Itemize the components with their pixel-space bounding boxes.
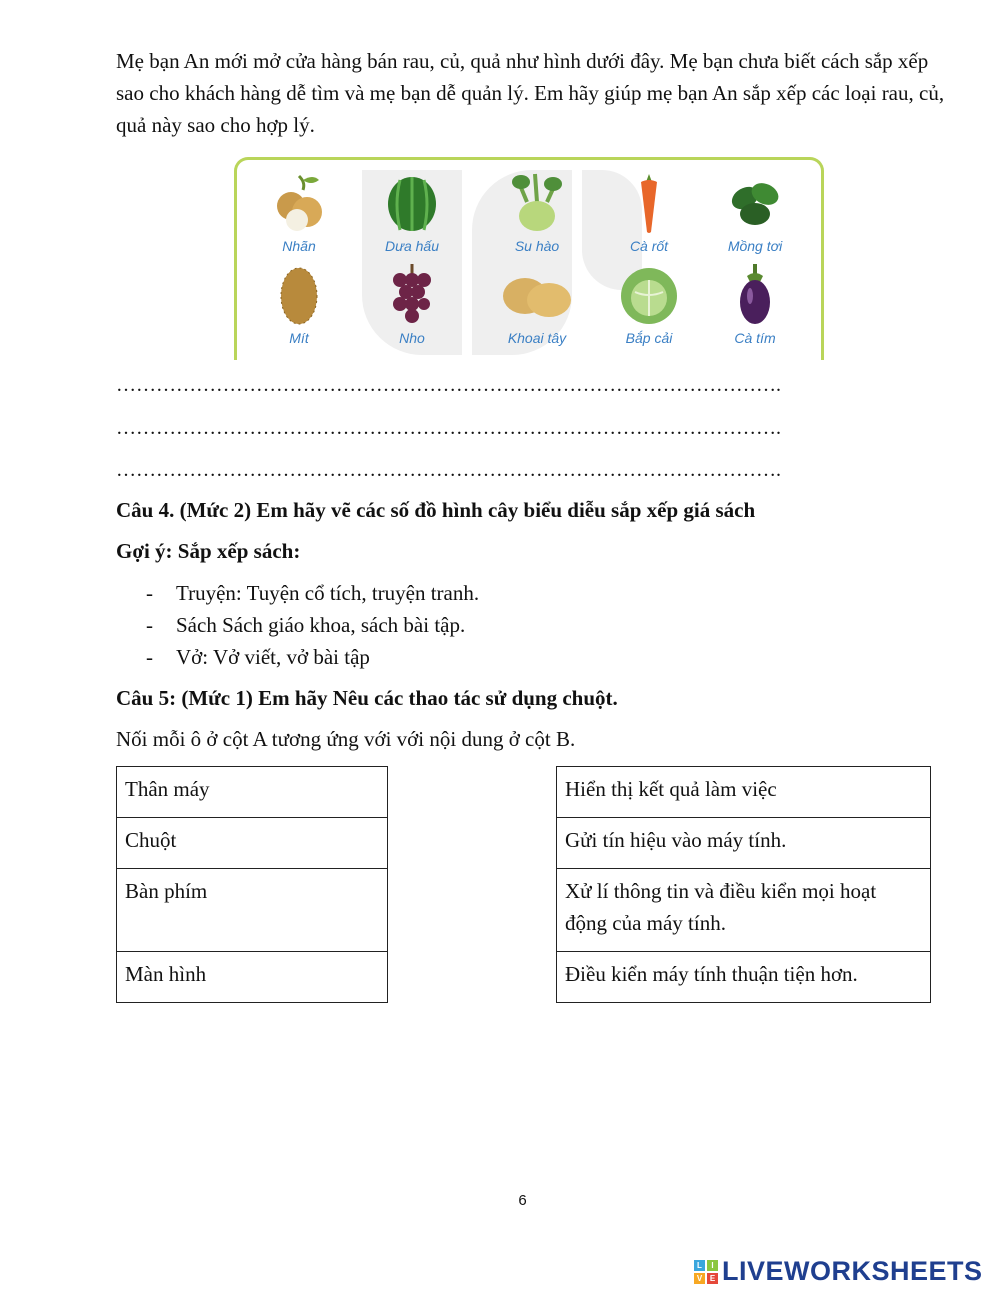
column-a-cell[interactable]: Chuột xyxy=(117,818,388,869)
produce-item xyxy=(357,262,467,346)
produce-label: Bắp cải xyxy=(625,330,673,346)
logo-letter: E xyxy=(707,1273,718,1284)
question-5: Câu 5: (Mức 1) Em hãy Nêu các thao tác sử dụng chuột. xyxy=(116,686,618,710)
produce-label: Su hào xyxy=(514,238,560,254)
produce-item xyxy=(244,262,354,346)
hint-item: - Truyện: Tuyện cổ tích, truyện tranh. xyxy=(146,581,480,605)
column-a-table xyxy=(116,766,388,1003)
produce-item xyxy=(700,262,810,346)
column-a-cell[interactable]: Màn hình xyxy=(117,952,388,1003)
column-a-cell[interactable]: Bàn phím xyxy=(117,869,388,952)
eggplant-icon xyxy=(725,262,785,326)
hint-text: Truyện: Tuyện cổ tích, truyện tranh. xyxy=(176,581,480,605)
hint-item: - Vở: Vở viết, vở bài tập xyxy=(146,645,370,669)
watermelon-icon xyxy=(382,172,442,234)
produce-image xyxy=(234,157,824,360)
produce-item xyxy=(594,262,704,346)
column-b-cell[interactable]: Điều kiển máy tính thuận tiện hơn. xyxy=(557,952,931,1003)
jackfruit-icon xyxy=(269,262,329,326)
column-b-table xyxy=(556,766,931,1003)
potato-icon xyxy=(499,262,575,326)
produce-label: Nho xyxy=(399,330,425,346)
answer-line[interactable]: ………………………………………………………………………………………. xyxy=(116,374,781,396)
produce-label: Mồng tơi xyxy=(727,238,783,254)
kohlrabi-icon xyxy=(507,172,567,234)
produce-item xyxy=(482,172,592,254)
produce-label: Cà rốt xyxy=(629,238,669,254)
intro-paragraph: Mẹ bạn An mới mở cửa hàng bán rau, củ, quả như hình dưới đây. Mẹ bạn chưa biết cách sắp xếp sao cho khách hàng dễ tìm và mẹ bạn dễ quản lý. Em hãy giúp mẹ bạn An sắp xếp các loại rau, củ, quả này sao cho hợp lý. xyxy=(116,49,945,137)
answer-line[interactable]: ………………………………………………………………………………………. xyxy=(116,459,781,481)
hint-text: Sách Sách giáo khoa, sách bài tập. xyxy=(176,613,466,637)
cabbage-icon xyxy=(617,262,681,326)
column-b-cell[interactable]: Gửi tín hiệu vào máy tính. xyxy=(557,818,931,869)
produce-label: Mít xyxy=(289,330,309,346)
produce-label: Dưa hấu xyxy=(384,238,440,254)
logo-letter: L xyxy=(694,1260,705,1271)
brand-name: LIVEWORKSHEETS xyxy=(722,1256,983,1286)
answer-line[interactable]: ………………………………………………………………………………………. xyxy=(116,417,781,439)
longan-icon xyxy=(269,172,329,234)
liveworksheets-logo-icon xyxy=(694,1260,718,1284)
hint-text: Vở: Vở viết, vở bài tập xyxy=(176,645,370,669)
column-a-cell[interactable]: Thân máy xyxy=(117,767,388,818)
hint-list xyxy=(146,577,479,673)
hint-item: - Sách Sách giáo khoa, sách bài tập. xyxy=(146,613,466,637)
produce-item xyxy=(594,172,704,254)
carrot-icon xyxy=(619,172,679,234)
produce-item xyxy=(357,172,467,254)
page-number: 6 xyxy=(518,1192,527,1209)
logo-letter: V xyxy=(694,1273,705,1284)
malabar-spinach-icon xyxy=(725,172,785,234)
question-4: Câu 4. (Mức 2) Em hãy vẽ các số đồ hình cây biểu diễu sắp xếp giá sách xyxy=(116,498,756,522)
produce-item xyxy=(482,262,592,346)
produce-label: Cà tím xyxy=(734,330,776,346)
column-b-cell[interactable]: Hiển thị kết quả làm việc xyxy=(557,767,931,818)
produce-item xyxy=(700,172,810,254)
grapes-icon xyxy=(382,262,442,326)
logo-letter: I xyxy=(707,1260,718,1271)
produce-label: Khoai tây xyxy=(507,330,567,346)
produce-item xyxy=(244,172,354,254)
produce-label: Nhãn xyxy=(282,238,316,254)
column-b-cell[interactable]: Xử lí thông tin và điều kiển mọi hoạt động của máy tính. xyxy=(557,869,931,952)
question-5-instruction: Nối mỗi ô ở cột A tương ứng với với nội dung ở cột B. xyxy=(116,727,576,751)
liveworksheets-brand xyxy=(694,1256,983,1287)
hint-title: Gợi ý: Sắp xếp sách: xyxy=(116,539,301,563)
